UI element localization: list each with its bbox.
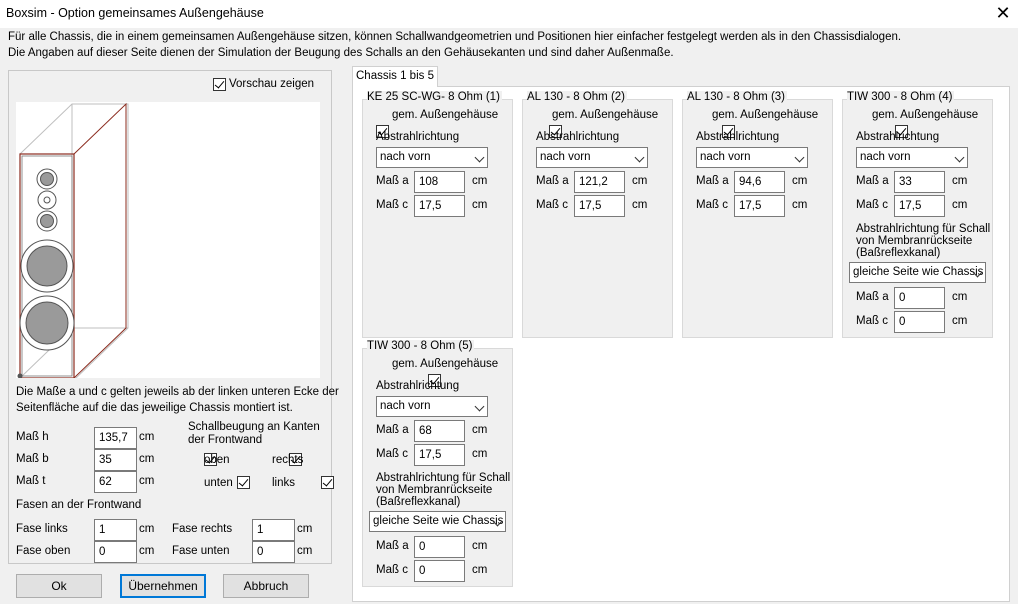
chassis-5-rear-a-label: Maß a bbox=[376, 540, 409, 552]
preview-checkbox[interactable] bbox=[213, 78, 226, 91]
chassis-4-rear-a-input[interactable]: 0 bbox=[894, 287, 945, 309]
tab-chassis-1-5[interactable]: Chassis 1 bis 5 bbox=[352, 66, 438, 87]
close-icon[interactable]: ✕ bbox=[995, 3, 1011, 23]
chassis-4-rear-label-2: von Membranrückseite bbox=[856, 235, 973, 247]
chassis-3-mass-c-label: Maß c bbox=[696, 199, 728, 211]
mass-t-input[interactable]: 62 bbox=[94, 471, 137, 493]
chassis-2-mass-c-label: Maß c bbox=[536, 199, 568, 211]
chassis-4-mass-c-label: Maß c bbox=[856, 199, 888, 211]
chassis-5-direction-value: nach vorn bbox=[380, 400, 431, 412]
fase-unten-label: Fase unten bbox=[172, 545, 230, 557]
unten-checkbox[interactable] bbox=[237, 476, 250, 489]
diffraction-title-1: Schallbeugung an Kanten bbox=[188, 421, 320, 433]
speaker-preview bbox=[16, 102, 320, 378]
chassis-1-mass-a-input[interactable]: 108 bbox=[414, 171, 465, 193]
fase-links-unit: cm bbox=[139, 523, 155, 535]
chassis-5-abstrahl-label: Abstrahlrichtung bbox=[376, 380, 460, 392]
chassis-5-mass-c-label: Maß c bbox=[376, 448, 408, 460]
chassis-5-rear-label-3: (Baßreflexkanal) bbox=[376, 496, 461, 508]
chassis-5-rear-select[interactable] bbox=[369, 511, 506, 532]
chassis-2-mass-a-unit: cm bbox=[632, 175, 648, 187]
mass-b-unit: cm bbox=[139, 453, 155, 465]
rechts-label: rechts bbox=[272, 454, 304, 466]
fase-oben-input[interactable]: 0 bbox=[94, 541, 137, 563]
chassis-3-title: AL 130 - 8 Ohm (3) bbox=[687, 91, 786, 103]
chassis-3-direction-select[interactable] bbox=[696, 147, 808, 168]
chassis-5-title: TIW 300 - 8 Ohm (5) bbox=[367, 340, 473, 352]
chassis-2-title: AL 130 - 8 Ohm (2) bbox=[527, 91, 626, 103]
chassis-1-mass-a-label: Maß a bbox=[376, 175, 409, 187]
fase-unten-input[interactable]: 0 bbox=[252, 541, 295, 563]
chassis-5-mass-c-unit: cm bbox=[472, 448, 488, 460]
chassis-5-gem-label: gem. Außengehäuse bbox=[392, 358, 499, 370]
fasen-title: Fasen an der Frontwand bbox=[16, 499, 142, 511]
mass-h-input[interactable]: 135,7 bbox=[94, 427, 137, 449]
mass-t-unit: cm bbox=[139, 475, 155, 487]
chassis-5-direction-select[interactable] bbox=[376, 396, 488, 417]
chassis-1-direction-select[interactable] bbox=[376, 147, 488, 168]
mass-h-unit: cm bbox=[139, 431, 155, 443]
oben-label: oben bbox=[204, 454, 230, 466]
chassis-5-mass-c-input[interactable]: 17,5 bbox=[414, 444, 465, 466]
cancel-button[interactable]: Abbruch bbox=[223, 574, 309, 598]
chassis-2-abstrahl-label: Abstrahlrichtung bbox=[536, 131, 620, 143]
chassis-4-gem-label: gem. Außengehäuse bbox=[872, 109, 979, 121]
chassis-1-mass-c-input[interactable]: 17,5 bbox=[414, 195, 465, 217]
chassis-4-mass-a-label: Maß a bbox=[856, 175, 889, 187]
chassis-4-rear-label-1: Abstrahlrichtung für Schall bbox=[856, 223, 991, 235]
chassis-4-rear-select[interactable] bbox=[849, 262, 986, 283]
links-label: links bbox=[272, 477, 296, 489]
chevron-down-icon bbox=[795, 153, 805, 163]
chassis-1-mass-a-unit: cm bbox=[472, 175, 488, 187]
info-line-2: Die Angaben auf dieser Seite dienen der Simulation der Beugung des Schalls an den Gehäusekanten und sind daher Außenmaße. bbox=[8, 47, 674, 59]
chassis-4-rear-a-label: Maß a bbox=[856, 291, 889, 303]
chassis-4-rear-c-label: Maß c bbox=[856, 315, 888, 327]
chassis-3-direction-value: nach vorn bbox=[700, 151, 751, 163]
chassis-4-mass-a-input[interactable]: 33 bbox=[894, 171, 945, 193]
chassis-5-rear-c-unit: cm bbox=[472, 564, 488, 576]
unten-label: unten bbox=[204, 477, 233, 489]
chassis-4-rear-c-unit: cm bbox=[952, 315, 968, 327]
note-line-1: Die Maße a und c gelten jeweils ab der linken unteren Ecke der bbox=[16, 386, 339, 398]
fase-unten-unit: cm bbox=[297, 545, 313, 557]
fase-rechts-label: Fase rechts bbox=[172, 523, 233, 535]
fase-oben-unit: cm bbox=[139, 545, 155, 557]
chassis-5-rear-a-input[interactable]: 0 bbox=[414, 536, 465, 558]
chassis-3-abstrahl-label: Abstrahlrichtung bbox=[696, 131, 780, 143]
fase-links-label: Fase links bbox=[16, 523, 68, 535]
apply-button[interactable]: Übernehmen bbox=[120, 574, 206, 598]
diffraction-title-2: der Frontwand bbox=[188, 434, 263, 446]
chassis-5-rear-a-unit: cm bbox=[472, 540, 488, 552]
chevron-down-icon bbox=[635, 153, 645, 163]
chassis-4-rear-c-input[interactable]: 0 bbox=[894, 311, 945, 333]
chassis-3-mass-a-label: Maß a bbox=[696, 175, 729, 187]
speaker-preview-drawing bbox=[16, 102, 320, 378]
info-line-1: Für alle Chassis, die in einem gemeinsamen Außengehäuse sitzen, können Schallwandgeometrien und Positionen hier einfacher festgelegt werden als in den Chassisdialogen. bbox=[8, 31, 902, 43]
chassis-5-rear-c-input[interactable]: 0 bbox=[414, 560, 465, 582]
chevron-down-icon bbox=[955, 153, 965, 163]
chassis-5-rear-label-2: von Membranrückseite bbox=[376, 484, 493, 496]
chassis-2-mass-a-label: Maß a bbox=[536, 175, 569, 187]
mass-h-label: Maß h bbox=[16, 431, 49, 443]
preview-label: Vorschau zeigen bbox=[229, 78, 315, 90]
chassis-2-direction-select[interactable] bbox=[536, 147, 648, 168]
mass-b-label: Maß b bbox=[16, 453, 49, 465]
chassis-4-title: TIW 300 - 8 Ohm (4) bbox=[847, 91, 953, 103]
chassis-3-mass-c-unit: cm bbox=[792, 199, 808, 211]
chassis-1-mass-c-unit: cm bbox=[472, 199, 488, 211]
fase-rechts-unit: cm bbox=[297, 523, 313, 535]
links-checkbox[interactable] bbox=[321, 476, 334, 489]
ok-button[interactable]: Ok bbox=[16, 574, 102, 598]
chassis-3-mass-c-input[interactable]: 17,5 bbox=[734, 195, 785, 217]
chassis-1-mass-c-label: Maß c bbox=[376, 199, 408, 211]
chassis-2-gem-label: gem. Außengehäuse bbox=[552, 109, 659, 121]
chassis-3-mass-a-unit: cm bbox=[792, 175, 808, 187]
chassis-5-mass-a-input[interactable]: 68 bbox=[414, 420, 465, 442]
chassis-1-gem-label: gem. Außengehäuse bbox=[392, 109, 499, 121]
chevron-down-icon bbox=[475, 153, 485, 163]
window-title: Boxsim - Option gemeinsames Außengehäuse bbox=[6, 6, 264, 20]
chassis-5-rear-value: gleiche Seite wie Chassis bbox=[373, 515, 504, 527]
fase-rechts-input[interactable]: 1 bbox=[252, 519, 295, 541]
mass-t-label: Maß t bbox=[16, 475, 46, 487]
chassis-1-abstrahl-label: Abstrahlrichtung bbox=[376, 131, 460, 143]
chassis-3-mass-a-input[interactable]: 94,6 bbox=[734, 171, 785, 193]
chassis-4-direction-value: nach vorn bbox=[860, 151, 911, 163]
chassis-4-mass-c-input[interactable]: 17,5 bbox=[894, 195, 945, 217]
chassis-2-mass-a-input[interactable]: 121,2 bbox=[574, 171, 625, 193]
chassis-4-mass-a-unit: cm bbox=[952, 175, 968, 187]
chassis-5-rear-label-1: Abstrahlrichtung für Schall bbox=[376, 472, 511, 484]
chassis-3-gem-label: gem. Außengehäuse bbox=[712, 109, 819, 121]
chassis-4-rear-label-3: (Baßreflexkanal) bbox=[856, 247, 941, 259]
chevron-down-icon bbox=[475, 402, 485, 412]
chassis-5-rear-c-label: Maß c bbox=[376, 564, 408, 576]
fase-links-input[interactable]: 1 bbox=[94, 519, 137, 541]
chassis-4-rear-value: gleiche Seite wie Chassis bbox=[853, 266, 984, 278]
chassis-2-mass-c-unit: cm bbox=[632, 199, 648, 211]
chassis-4-mass-c-unit: cm bbox=[952, 199, 968, 211]
fase-oben-label: Fase oben bbox=[16, 545, 71, 557]
chassis-5-mass-a-unit: cm bbox=[472, 424, 488, 436]
chassis-5-mass-a-label: Maß a bbox=[376, 424, 409, 436]
chassis-4-abstrahl-label: Abstrahlrichtung bbox=[856, 131, 940, 143]
mass-b-input[interactable]: 35 bbox=[94, 449, 137, 471]
chassis-2-direction-value: nach vorn bbox=[540, 151, 591, 163]
chassis-4-direction-select[interactable] bbox=[856, 147, 968, 168]
chassis-1-direction-value: nach vorn bbox=[380, 151, 431, 163]
chassis-1-title: KE 25 SC-WG- 8 Ohm (1) bbox=[367, 91, 500, 103]
note-line-2: Seitenfläche auf die das jeweilige Chassis montiert ist. bbox=[16, 402, 293, 414]
chassis-4-rear-a-unit: cm bbox=[952, 291, 968, 303]
chassis-2-mass-c-input[interactable]: 17,5 bbox=[574, 195, 625, 217]
